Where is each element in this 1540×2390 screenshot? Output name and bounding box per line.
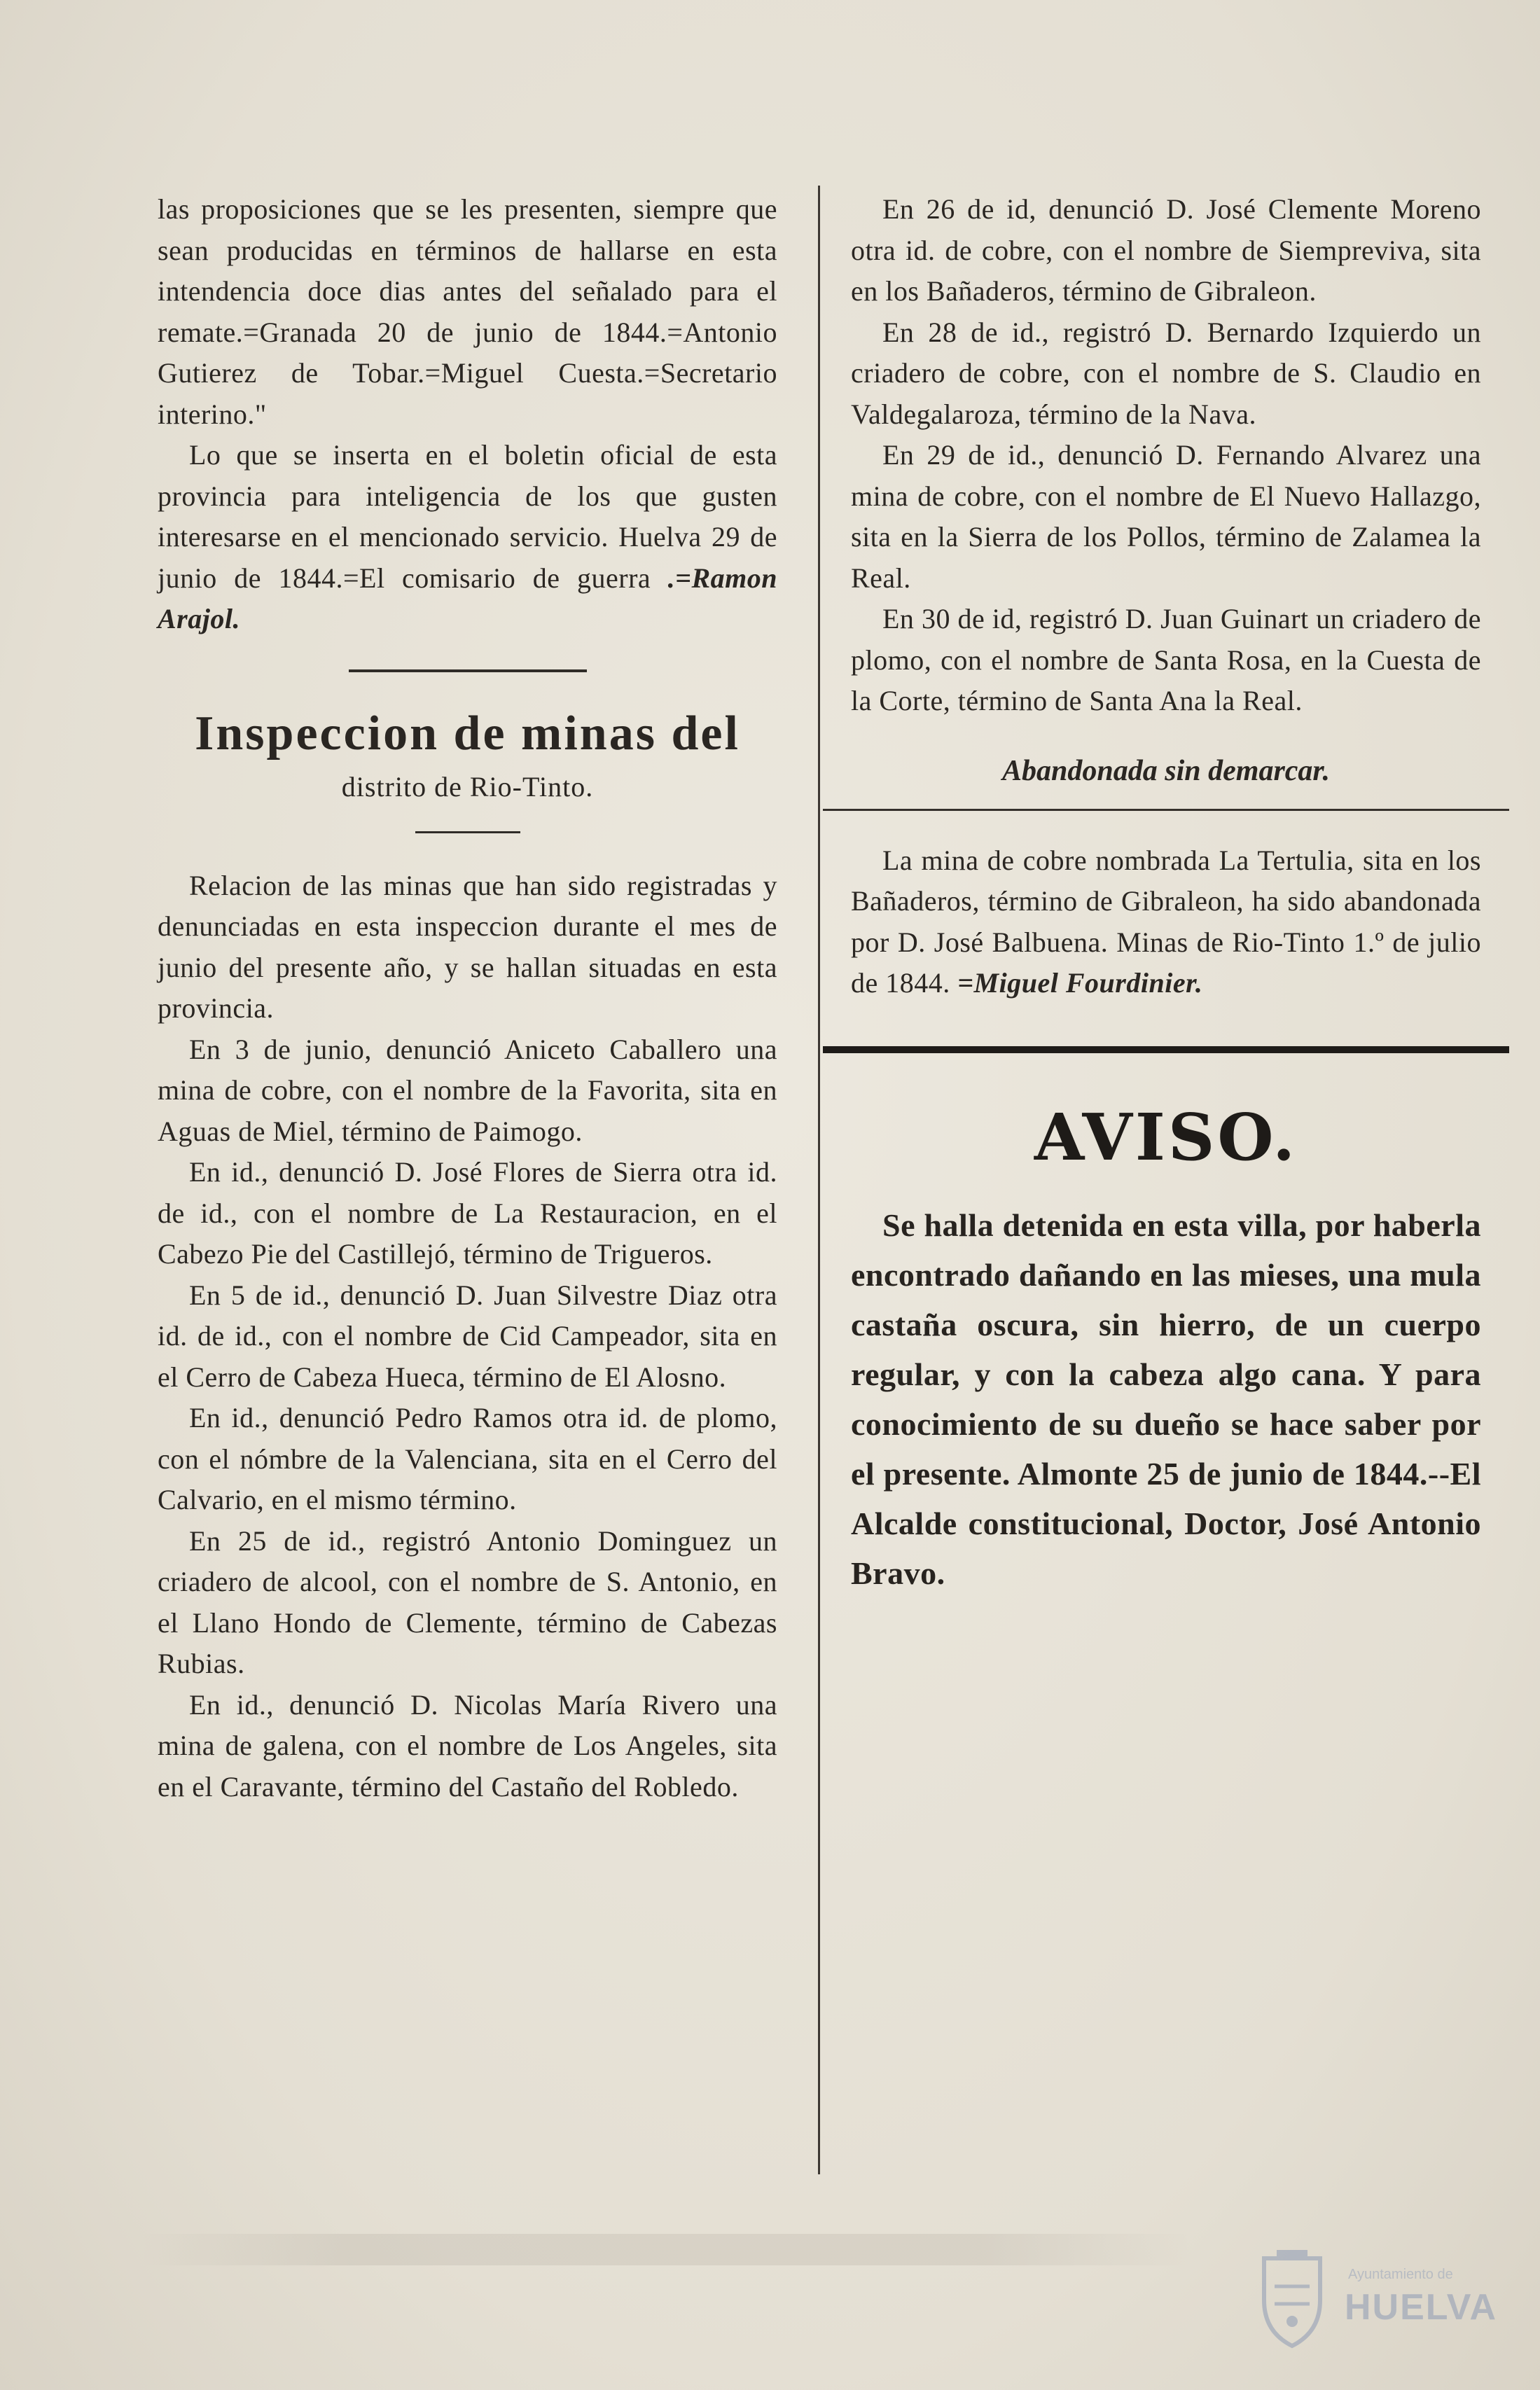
left-column xyxy=(158,189,777,1807)
mine-entry: En id., denunció D. José Flores de Sierra otra id. de id., con el nombre de La Restauracion, en el Cabezo Pie del Castillejó, término de Trigueros. xyxy=(158,1156,777,1270)
column-divider xyxy=(818,186,820,2174)
notice-text: Lo que se inserta en el boletin oficial de esta provincia para inteligencia de los que gusten interesarse en el mencionado servicio. Huelva 29 de junio de 1844.=El comisario de guerra xyxy=(158,439,777,594)
subtitle-rule xyxy=(415,831,520,833)
notice-signature: .=Ramon Arajol. xyxy=(158,562,778,634)
aviso-rule xyxy=(823,1046,1509,1053)
intro-paragraph: Relacion de las minas que han sido registradas y denunciadas en esta inspeccion durante el mes de junio del presente año, y se hallan situadas en esta provincia. xyxy=(158,869,777,1024)
mine-entry: En 3 de junio, denunció Aniceto Caballero una mina de cobre, con el nombre de la Favorita, sita en Aguas de Miel, término de Paimogo. xyxy=(158,1033,777,1147)
shield-icon xyxy=(1250,2244,1334,2349)
aviso-body xyxy=(851,1200,1481,1598)
abandoned-paragraph xyxy=(851,840,1481,1004)
mine-entry: En 26 de id, denunció D. José Clemente Moreno otra id. de cobre, con el nombre de Siempreviva, sita en los Bañaderos, término de Gibraleon. xyxy=(851,193,1481,307)
mine-entry: En 30 de id, registró D. Juan Guinart un criadero de plomo, con el nombre de Santa Rosa, en la Cuesta de la Corte, término de Santa Ana la Real. xyxy=(851,603,1481,716)
mine-entry: En id., denunció D. Nicolas María Rivero una mina de galena, con el nombre de Los Angeles, sita en el Caravante, término del Castaño del Robledo. xyxy=(158,1688,777,1802)
mine-entry: En id., denunció Pedro Ramos otra id. de plomo, con el nómbre de la Valenciana, sita en el Cerro del Calvario, en el mismo término. xyxy=(158,1402,777,1515)
abandoned-heading: Abandonada sin demarcar. xyxy=(1002,754,1330,787)
section-subtitle: distrito de Rio-Tinto. xyxy=(341,770,594,803)
mine-entry: En 29 de id., denunció D. Fernando Alvarez una mina de cobre, con el nombre de El Nuevo Hallazgo, sita en la Sierra de los Pollos, término de Zalamea la Real. xyxy=(851,439,1481,594)
notice-paragraph xyxy=(158,435,777,640)
aviso-title: AVISO. xyxy=(1034,1099,1298,1175)
watermark-logo xyxy=(1250,2244,1498,2356)
section-separator xyxy=(349,669,587,672)
mine-entry: En 5 de id., denunció D. Juan Silvestre Diaz otra id. de id., con el nombre de Cid Campeador, sita en el Cerro de Cabeza Hueca, término de El Alosno. xyxy=(158,1279,777,1393)
mine-entry: En 25 de id., registró Antonio Dominguez un criadero de alcool, con el nombre de S. Antonio, en el Llano Hondo de Clemente, término de Cabezas Rubias. xyxy=(158,1524,777,1679)
abandoned-text: La mina de cobre nombrada La Tertulia, sita en los Bañaderos, término de Gibraleon, ha sido abandonada por D. José Balbuena. Minas de Rio-Tinto 1.º de julio de 1844. xyxy=(851,844,1481,999)
right-column xyxy=(851,189,1481,1598)
horizontal-rule xyxy=(823,809,1509,811)
bleed-through-line xyxy=(140,2234,1191,2265)
section-title: Inspeccion de minas del xyxy=(195,706,740,760)
aviso-paragraph: Se halla detenida en esta villa, por haberla encontrado dañando en las mieses, una mula castaña oscura, sin hierro, de un cuerpo regular, y con la cabeza algo cana. Y para conocimiento de su dueño se hace saber por el presente. Almonte 25 de junio de 1844.--El Alcalde constitucional, Doctor, José Antonio Bravo. xyxy=(851,1207,1481,1591)
watermark-line1: Ayuntamiento de xyxy=(1348,2267,1453,2282)
continuation-paragraph: las proposiciones que se les presenten, siempre que sean producidas en términos de hallarse en esta intendencia doce dias antes del señalado para el remate.=Granada 20 de junio de 1844.=Antonio Gutierez de Tobar.=Miguel Cuesta.=Secretario interino." xyxy=(158,193,777,430)
abandoned-signature: =Miguel Fourdinier. xyxy=(957,967,1203,999)
mine-entry: En 28 de id., registró D. Bernardo Izquierdo un criadero de cobre, con el nombre de S. Claudio en Valdegalaroza, término de la Nava. xyxy=(851,316,1481,430)
watermark-line2: HUELVA xyxy=(1345,2287,1498,2328)
